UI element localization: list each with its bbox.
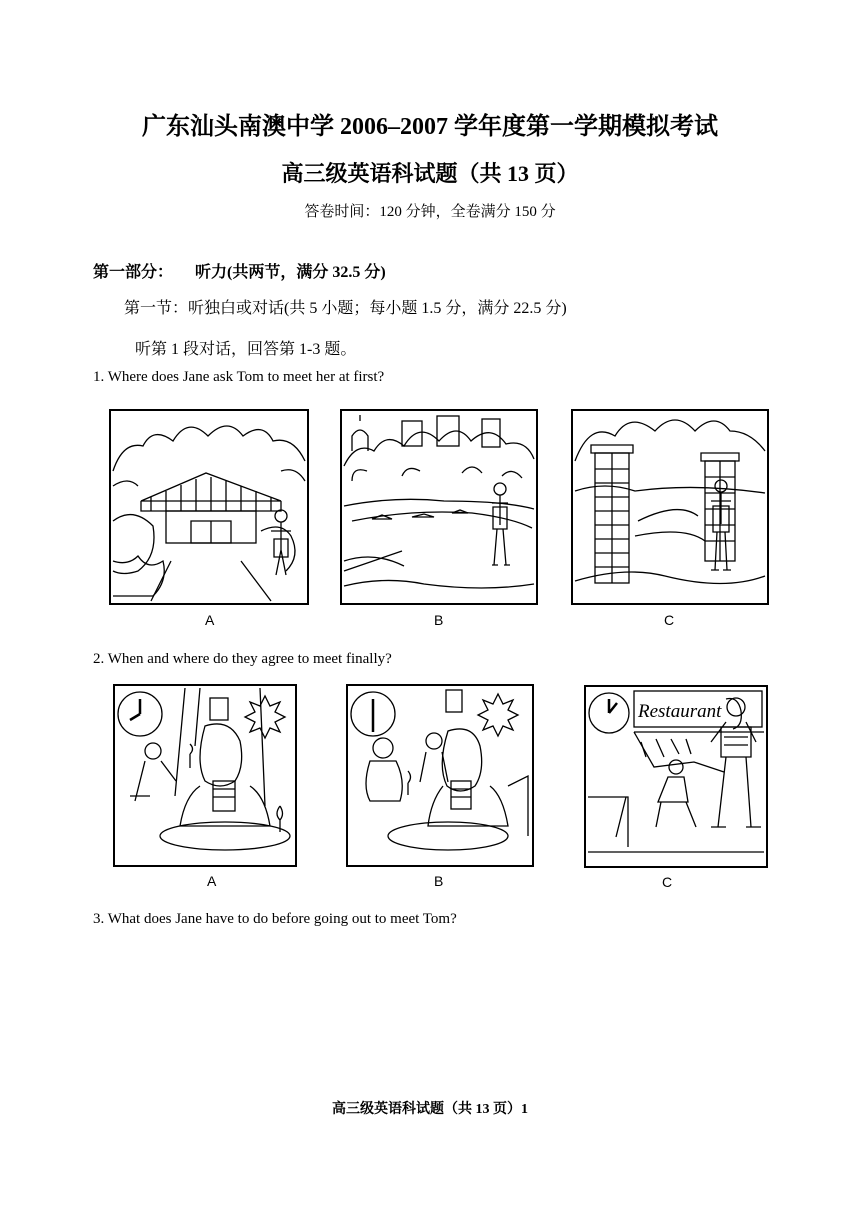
q1-picture-c (571, 409, 769, 605)
q2-picture-c (584, 685, 768, 868)
section-heading: 第一节：听独白或对话(共 5 小题；每小题 1.5 分，满分 22.5 分) (124, 300, 567, 317)
question-2: 2. When and where do they agree to meet finally? (93, 651, 392, 667)
q1-option-c-label: C (664, 612, 675, 628)
q2-option-c-label: C (662, 874, 673, 890)
restaurant-sign-text: Restaurant (638, 701, 722, 722)
q1-option-a-label: A (205, 612, 215, 628)
part-label: 第一部分： (93, 264, 174, 281)
q2-picture-b (346, 684, 534, 867)
q1-picture-a (109, 409, 309, 605)
exam-subtitle: 高三级英语科试题（共 13 页） (281, 161, 579, 186)
part-heading (93, 259, 386, 282)
exam-title: 广东汕头南澳中学 2006–2007 学年度第一学期模拟考试 (142, 114, 718, 140)
dialogue-intro: 听第 1 段对话，回答第 1-3 题。 (135, 341, 357, 358)
question-3: 3. What does Jane have to do before going out to meet Tom? (93, 911, 457, 927)
q1-picture-b (340, 409, 538, 605)
q1-option-b-label: B (434, 612, 444, 628)
q2-option-b-label: B (434, 873, 444, 889)
question-1: 1. Where does Jane ask Tom to meet her at first? (93, 369, 385, 385)
page-footer: 高三级英语科试题（共 13 页）1 (332, 1102, 528, 1117)
q2-option-a-label: A (207, 873, 217, 889)
exam-info: 答卷时间：120 分钟，全卷满分 150 分 (304, 204, 556, 220)
q2-picture-a (113, 684, 297, 867)
part-title: 听力(共两节，满分 32.5 分) (195, 264, 386, 281)
